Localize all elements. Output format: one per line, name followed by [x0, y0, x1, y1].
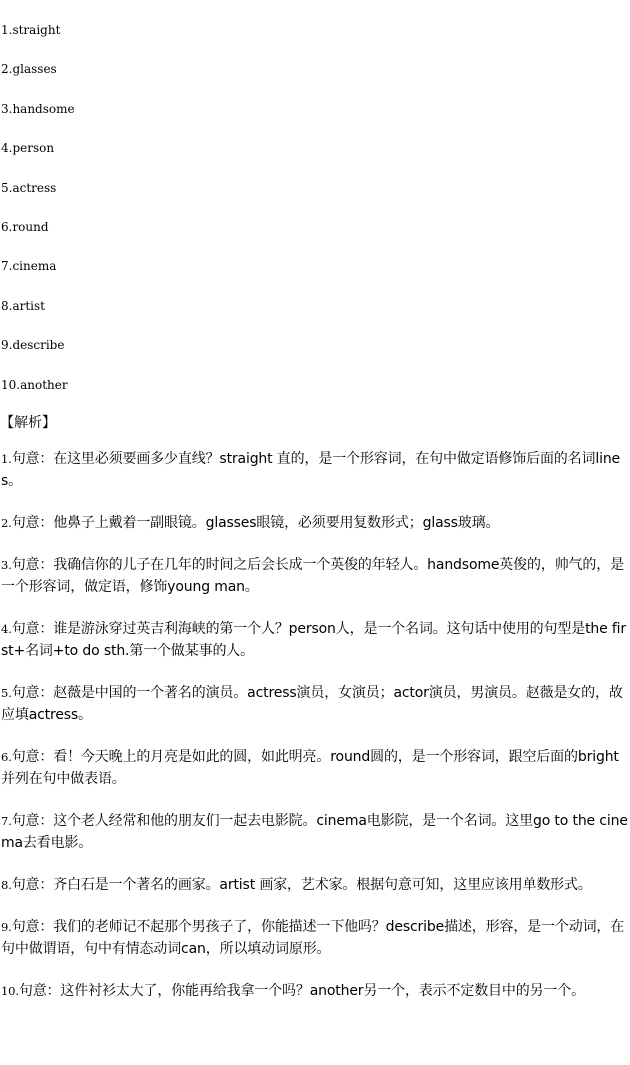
analysis-item	[1, 746, 628, 790]
analysis-number: 2.	[1, 516, 12, 530]
analysis-text: 句意：谁是游泳穿过英吉利海峡的第一个人？person人，是一个名词。这句话中使用的句型是the first+名词+to do sth.第一个做某事的人。	[1, 621, 627, 659]
analysis-number: 8.	[1, 878, 12, 892]
answer-item: 2.glasses	[1, 62, 57, 77]
analysis-text: 句意：赵薇是中国的一个著名的演员。actress演员，女演员；actor演员，男演员。赵薇是女的，故应填actress。	[1, 685, 623, 723]
analysis-text: 句意：在这里必须要画多少直线？straight 直的，是一个形容词，在句中做定语修饰后面的名词lines。	[1, 451, 621, 489]
analysis-text: 句意：我们的老师记不起那个男孩子了，你能描述一下他吗？describe描述，形容，是一个动词，在句中做谓语，句中有情态动词can，所以填动词原形。	[1, 919, 625, 957]
analysis-item	[1, 512, 628, 534]
analysis-text: 句意：这个老人经常和他的朋友们一起去电影院。cinema电影院，是一个名词。这里go to the cinema去看电影。	[1, 813, 628, 851]
analysis-number: 5.	[1, 686, 12, 700]
analysis-number: 6.	[1, 750, 12, 764]
analysis-text: 句意：我确信你的儿子在几年的时间之后会长成一个英俊的年轻人。handsome英俊的，帅气的，是一个形容词，做定语，修饰young man。	[1, 557, 624, 595]
answer-item: 5.actress	[1, 180, 57, 195]
answer-item: 3.handsome	[1, 101, 75, 116]
answer-item: 4.person	[1, 141, 55, 156]
analysis-number: 1.	[1, 452, 12, 466]
answer-item: 9.describe	[1, 338, 65, 353]
analysis-item	[1, 810, 628, 854]
answer-item: 7.cinema	[1, 259, 57, 274]
analysis-number: 7.	[1, 814, 12, 828]
analysis-number: 3.	[1, 558, 12, 572]
analysis-item	[1, 980, 628, 1002]
analysis-item	[1, 448, 628, 492]
answer-item: 6.round	[1, 219, 49, 234]
analysis-item	[1, 916, 628, 960]
answer-item: 1.straight	[1, 23, 61, 37]
analysis-text: 句意：齐白石是一个著名的画家。artist 画家，艺术家。根据句意可知，这里应该用单数形式。	[11, 877, 592, 893]
analysis-number: 9.	[1, 920, 12, 934]
analysis-item	[1, 682, 628, 726]
answer-item: 10.another	[1, 377, 68, 392]
analysis-item	[1, 554, 628, 598]
answer-list	[1, 22, 75, 416]
analysis-number: 10.	[1, 984, 19, 998]
analysis-item	[1, 618, 628, 662]
analysis-text: 句意：他鼻子上戴着一副眼镜。glasses眼镜，必须要用复数形式；glass玻璃。	[11, 515, 500, 531]
analysis-item	[1, 874, 628, 896]
analysis-text: 句意：看！今天晚上的月亮是如此的圆，如此明亮。round圆的，是一个形容词，跟空后面的bright并列在句中做表语。	[1, 749, 619, 787]
analysis-list	[1, 448, 628, 1022]
analysis-heading: 【解析】	[0, 415, 56, 431]
answer-item: 8.artist	[1, 298, 45, 313]
analysis-text: 句意：这件衬衫太大了，你能再给我拿一个吗？another另一个，表示不定数目中的另一个。	[18, 983, 585, 999]
analysis-number: 4.	[1, 622, 12, 636]
